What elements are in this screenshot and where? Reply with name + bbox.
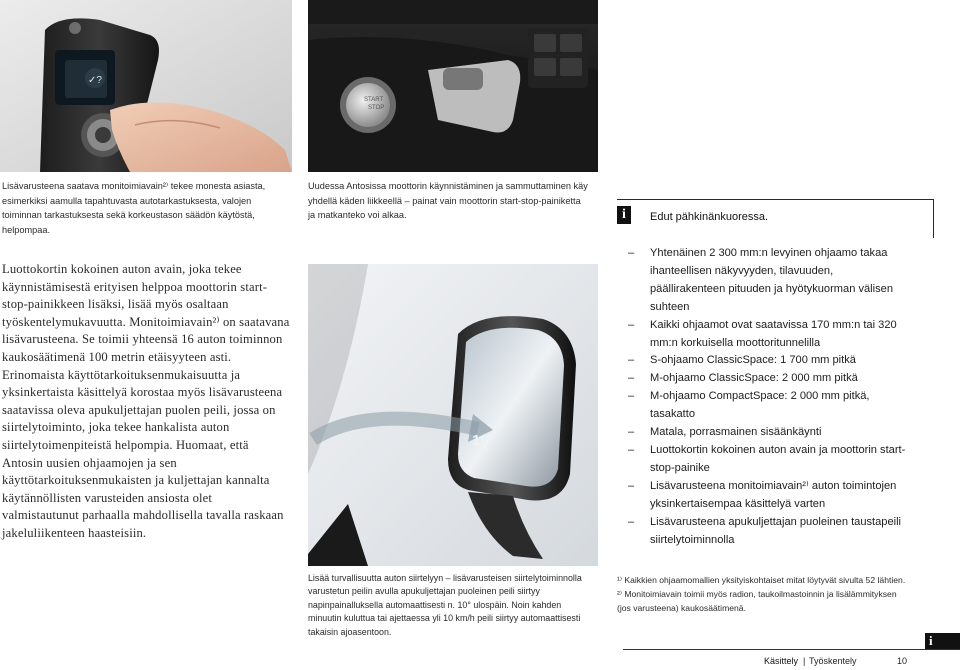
footnote-1: ¹⁾ Kaikkien ohjaamomallien yksityiskohtaiset mitat löytyvät sivulta 52 lähtien. — [617, 575, 906, 585]
dash-icon: – — [628, 426, 635, 439]
dash-icon: – — [628, 479, 635, 492]
start-stop-label-2: STOP — [368, 105, 385, 111]
caption-photo-1: Lisävarusteena saatava monitoimiavain²⁾ tekee monesta asiasta, esimerkiksi aamulla tapahtuvasta autotarkastuksesta, valojen toiminnan tarkastuksesta sekä korkeustason säädön käytöstä, helpompaa. — [2, 181, 266, 235]
mirror-angle-label: 10° — [472, 432, 495, 449]
info-icon: i — [617, 206, 631, 224]
footer-rule — [623, 649, 960, 650]
dash-icon: – — [628, 247, 635, 259]
remote-key-illustration — [0, 0, 292, 172]
list-item: – Lisävarusteena monitoimiavain²⁾ auton toimintojen yksinkertaisempaa käsittelyä varten — [628, 479, 897, 510]
list-item: – M-ohjaamo CompactSpace: 2 000 mm pitkä, tasakatto — [628, 390, 870, 421]
dash-icon: – — [628, 443, 635, 456]
photo-start-stop — [308, 0, 598, 172]
dash-icon: – — [628, 372, 635, 385]
list-item: – Lisävarusteena apukuljettajan puoleinen taustapeili siirtelytoiminnolla — [628, 515, 902, 546]
mirror-illustration — [308, 264, 598, 566]
dash-icon: – — [628, 318, 635, 331]
photo-remote-key — [0, 0, 292, 172]
footer-subsection[interactable]: Työskentely — [809, 656, 857, 666]
start-stop-illustration — [308, 0, 598, 172]
key-display-text: ✓? — [88, 75, 102, 86]
photo-mirror — [308, 264, 598, 566]
footer-separator: | — [803, 656, 806, 666]
dash-icon: – — [628, 390, 635, 403]
caption-photo-3: Lisää turvallisuutta auton siirtelyyn – lisävarusteisen siirtelytoiminnolla varustetun peilin avulla apukuljettajan puoleinen peili siirtyy napinpainalluksella automaattisesti n. 10° ulospäin. Noin kahden minuutin kuluttua tai ajettaessa yli 10 km/h peili siirtyy automaattisesti takaisin ajoasentoon. — [308, 573, 582, 637]
footer-info-icon: i — [925, 633, 960, 649]
page-number: 10 — [897, 656, 908, 666]
list-item: – M-ohjaamo ClassicSpace: 2 000 mm pitkä — [628, 370, 908, 388]
list-item: – Kaikki ohjaamot ovat saatavissa 170 mm:n tai 320 mm:n korkuisella moottoritunnelilla — [628, 318, 897, 349]
dash-icon: – — [628, 515, 635, 528]
list-item: – S-ohjaamo ClassicSpace: 1 700 mm pitkä — [628, 352, 908, 370]
footer-section[interactable]: Käsittely — [764, 656, 799, 666]
dash-icon: – — [628, 354, 635, 367]
body-paragraph: Luottokortin kokoinen auton avain, joka tekee käynnistämisestä erityisen helppoa moottorin start-stop-painikkeen lisäksi, lisää myös osaltaan työskentelymukavuutta. Monitoimiavain²⁾ on saatavana lisävarusteena. Se toimii yhteensä 16 auton toiminnon kaukosäätimenä 100 metrin etäisyyteen asti. Erinomaista käyttötarkoituksenmukaisuutta ja yksinkertaista käsittelyä korostaa myös lisävarusteena saatavissa oleva apukuljettajan puolen peili, jossa on siirtelytoiminto, joka tekee hankalista auton siirtelytoimenpiteistä helpompia. Huomaat, että Antosin uusien ohjaamojen ja sen käyttötarkoituksenmukaisten ja kuljettajan kannalta käytännöllisten varusteiden ansiosta olet valmistautunut parhaalla mahdollisella tavalla raskaan jakeluliikenteen haasteisiin. — [2, 262, 290, 540]
footnote-2: ²⁾ Monitoimiavain toimii myös radion, taukoilmastoinnin ja lisälämmityksen (jos varusteena) kaukosäätimenä. — [617, 589, 897, 613]
benefits-list — [628, 245, 908, 549]
caption-photo-2: Uudessa Antosissa moottorin käynnistäminen ja sammuttaminen käy yhdellä käden liikkeellä – painat vain moottorin start-stop-painiketta ja matkanteko voi alkaa. — [308, 181, 588, 220]
start-stop-label-1: START — [364, 97, 384, 103]
list-item: – Matala, porrasmainen sisäänkäynti — [628, 424, 908, 442]
list-item: – Luottokortin kokoinen auton avain ja moottorin start-stop-painike — [628, 443, 906, 474]
info-title: Edut pähkinänkuoressa. — [650, 211, 769, 223]
list-item: – Yhtenäinen 2 300 mm:n levyinen ohjaamo takaa ihanteellisen näkyvyyden, tilavuuden, päällirakenteen pituuden ja hyötykuorman välisen suhteen — [628, 247, 893, 313]
